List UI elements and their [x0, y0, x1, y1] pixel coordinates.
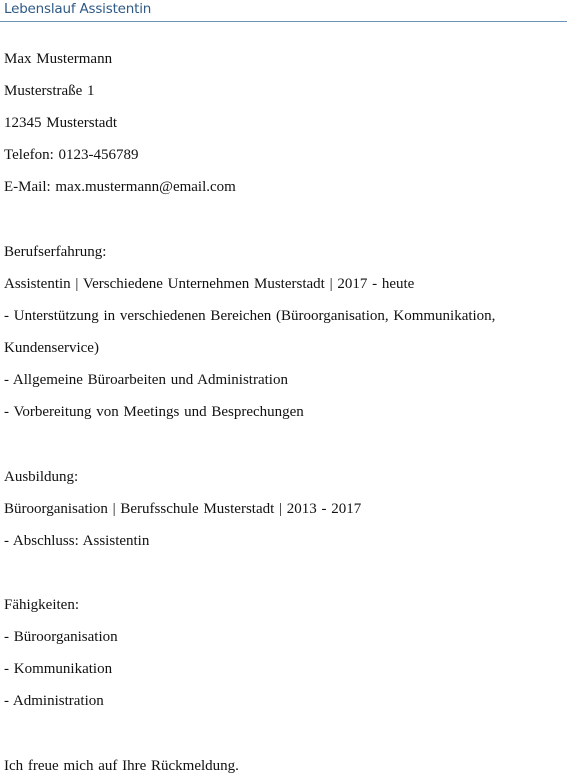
contact-phone: Telefon: 0123-456789	[4, 147, 139, 163]
closing-line: Ich freue mich auf Ihre Rückmeldung.	[4, 758, 239, 774]
education-heading: Ausbildung:	[4, 469, 79, 485]
education-entry: Büroorganisation | Berufsschule Musterstadt | 2013 - 2017	[4, 501, 362, 517]
skill-item: - Büroorganisation	[4, 629, 118, 645]
contact-street: Musterstraße 1	[4, 83, 95, 99]
education-bullet-1: - Abschluss: Assistentin	[4, 533, 150, 549]
experience-position: Assistentin | Verschiedene Unternehmen Musterstadt | 2017 - heute	[4, 276, 415, 292]
skill-item: - Administration	[4, 693, 104, 709]
header-title: Lebenslauf Assistentin	[4, 1, 152, 17]
skills-heading: Fähigkeiten:	[4, 597, 79, 613]
contact-name: Max Mustermann	[4, 51, 113, 67]
experience-bullet-2: - Allgemeine Büroarbeiten und Administration	[4, 372, 288, 388]
contact-city: 12345 Musterstadt	[4, 115, 118, 131]
skill-item: - Kommunikation	[4, 661, 113, 677]
experience-heading: Berufserfahrung:	[4, 244, 107, 260]
experience-bullet-1-continued: Kundenservice)	[4, 340, 99, 356]
contact-email: E-Mail: max.mustermann@email.com	[4, 179, 236, 195]
page-header	[0, 0, 567, 22]
experience-bullet-1: - Unterstützung in verschiedenen Bereichen (Büroorganisation, Kommunikation,	[4, 308, 496, 324]
experience-bullet-3: - Vorbereitung von Meetings und Besprechungen	[4, 404, 304, 420]
